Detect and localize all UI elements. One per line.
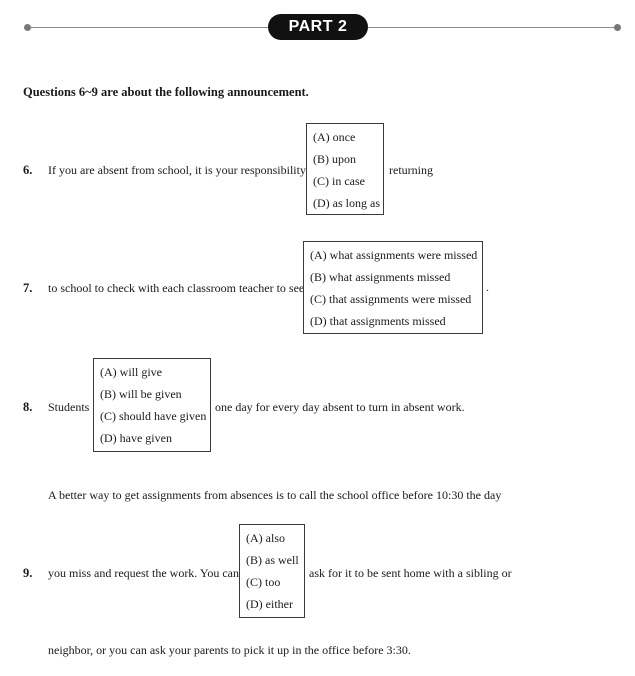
- q6-choice-box: [306, 123, 384, 215]
- q8-option-c[interactable]: (C) should have given: [100, 409, 207, 423]
- q7-choice-box: [303, 241, 483, 334]
- q9-choice-box: [239, 524, 305, 618]
- q8-option-d[interactable]: (D) have given: [100, 431, 172, 445]
- q6-option-b[interactable]: (B) upon: [313, 152, 356, 166]
- q7-text-after: .: [486, 280, 489, 294]
- q8-option-b[interactable]: (B) will be given: [100, 387, 182, 401]
- q6-option-c[interactable]: (C) in case: [313, 174, 365, 188]
- header-dot-left: [24, 24, 31, 31]
- q9-option-d[interactable]: (D) either: [246, 597, 293, 611]
- header-rule-right: [368, 27, 618, 28]
- q8-text-after: one day for every day absent to turn in absent work.: [215, 400, 465, 414]
- q6-text-before: If you are absent from school, it is your responsibility: [48, 163, 306, 177]
- q9-option-c[interactable]: (C) too: [246, 575, 281, 589]
- q7-option-a[interactable]: (A) what assignments were missed: [310, 248, 478, 262]
- closing-line: neighbor, or you can ask your parents to pick it up in the office before 3:30.: [48, 643, 411, 657]
- instruction-heading: Questions 6~9 are about the following announcement.: [23, 85, 309, 99]
- q7-option-c[interactable]: (C) that assignments were missed: [310, 292, 472, 306]
- q9-text-before: you miss and request the work. You can: [48, 566, 239, 580]
- q7-number: 7.: [23, 281, 33, 295]
- q7-text-before: to school to check with each classroom teacher to see: [48, 281, 305, 295]
- header-rule-left: [28, 27, 268, 28]
- q6-text-after: returning: [389, 163, 433, 177]
- q9-option-b[interactable]: (B) as well: [246, 553, 299, 567]
- q8-number: 8.: [23, 400, 33, 414]
- passage-line: A better way to get assignments from absences is to call the school office before 10:30 the day: [48, 488, 502, 502]
- q8-text-before: Students: [48, 400, 90, 414]
- q8-choice-box: [93, 358, 211, 452]
- q6-option-a[interactable]: (A) once: [313, 130, 356, 144]
- q7-option-d[interactable]: (D) that assignments missed: [310, 314, 446, 328]
- q9-text-after: ask for it to be sent home with a sibling or: [309, 566, 512, 580]
- q6-option-d[interactable]: (D) as long as: [313, 196, 380, 210]
- q9-option-a[interactable]: (A) also: [246, 531, 285, 545]
- q8-option-a[interactable]: (A) will give: [100, 365, 162, 379]
- part-badge: PART 2: [268, 14, 368, 40]
- q7-option-b[interactable]: (B) what assignments missed: [310, 270, 451, 284]
- header-dot-right: [614, 24, 621, 31]
- q6-number: 6.: [23, 163, 33, 177]
- q9-number: 9.: [23, 566, 33, 580]
